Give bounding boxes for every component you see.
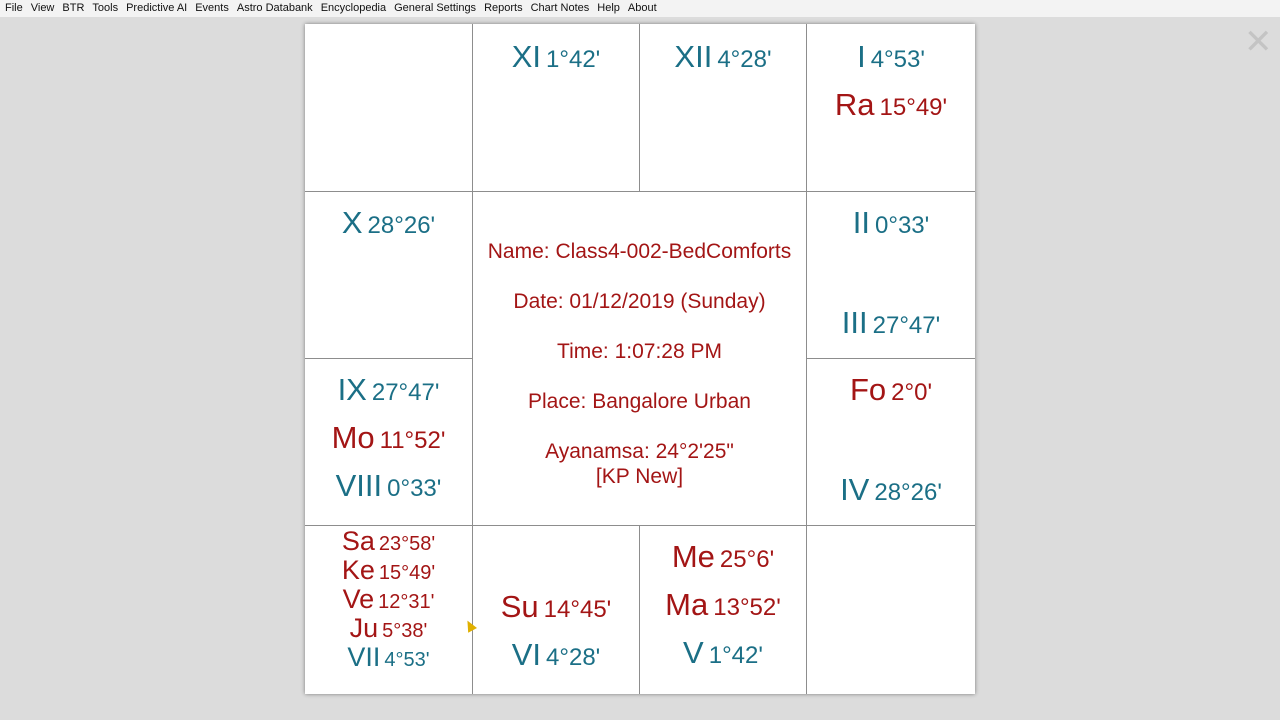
house-vi: VI 4°28': [511, 637, 601, 672]
info-name: Name: Class4-002-BedComforts: [487, 240, 792, 263]
planet-venus: Ve 12°31': [342, 584, 435, 614]
menu-view[interactable]: View: [30, 2, 55, 14]
chart-cell-r4c1: [305, 526, 473, 694]
chart-cell-r1c3: [640, 24, 807, 192]
house-iv: IV 28°26': [840, 472, 942, 507]
chart-cell-r4c2: [473, 526, 640, 694]
menu-btr[interactable]: BTR: [62, 2, 85, 14]
info-time: Time: 1:07:28 PM: [557, 340, 722, 363]
planet-fortuna: Fo 2°0': [849, 372, 933, 407]
house-xii: XII 4°28': [674, 39, 772, 74]
house-viii: VIII 0°33': [335, 468, 442, 503]
chart-cell-r3c1: [305, 359, 473, 526]
planet-moon: Mo 11°52': [331, 420, 446, 455]
house-i: I 4°53': [857, 39, 925, 74]
house-iii: III 27°47': [841, 305, 941, 340]
info-place: Place: Bangalore Urban: [528, 390, 751, 413]
planet-mars: Ma 13°52': [665, 587, 781, 622]
house-x: X 28°26': [341, 205, 436, 240]
planet-ketu: Ke 15°49': [341, 555, 436, 585]
info-ayanamsa: Ayanamsa: 24°2'25": [545, 440, 734, 463]
house-ii: II 0°33': [852, 205, 930, 240]
menu-chart-notes[interactable]: Chart Notes: [530, 2, 590, 14]
menu-file[interactable]: File: [5, 2, 23, 14]
planet-jupiter: Ju 5°38': [349, 613, 428, 643]
horoscope-chart: [305, 24, 975, 694]
house-xi: XI 1°42': [511, 39, 601, 74]
menu-predictive-ai[interactable]: Predictive AI: [126, 2, 188, 14]
house-v: V 1°42': [683, 635, 763, 670]
planet-mercury: Me 25°6': [671, 539, 775, 574]
chart-cell-r4c4: [807, 526, 975, 694]
menu-tools[interactable]: Tools: [92, 2, 119, 14]
menu-encyclopedia[interactable]: Encyclopedia: [320, 2, 387, 14]
info-ayanamsa-type: [KP New]: [595, 465, 684, 488]
planet-saturn: Sa 23°58': [341, 526, 436, 556]
menu-astro-databank[interactable]: Astro Databank: [236, 2, 313, 14]
chart-cell-r1c4: [807, 24, 975, 192]
menu-reports[interactable]: Reports: [484, 2, 523, 14]
chart-cell-r1c2: [473, 24, 640, 192]
chart-cell-r2c1: [305, 192, 473, 359]
menu-bar: [0, 0, 1280, 17]
chart-cell-r2c4: [807, 192, 975, 359]
chart-cell-r3c4: [807, 359, 975, 526]
chart-cell-r1c1: [305, 24, 473, 192]
planet-rahu: Ra 15°49': [834, 87, 948, 122]
menu-general-settings[interactable]: General Settings: [394, 2, 477, 14]
menu-about[interactable]: About: [627, 2, 657, 14]
birth-info-panel: [473, 192, 807, 526]
house-ix: IX 27°47': [337, 372, 440, 407]
planet-sun: Su 14°45': [500, 589, 612, 624]
close-icon[interactable]: ✕: [1244, 22, 1273, 62]
menu-events[interactable]: Events: [195, 2, 229, 14]
chart-cell-r4c3: [640, 526, 807, 694]
menu-help[interactable]: Help: [597, 2, 620, 14]
info-date: Date: 01/12/2019 (Sunday): [513, 290, 766, 313]
house-vii: VII 4°53': [347, 642, 430, 672]
